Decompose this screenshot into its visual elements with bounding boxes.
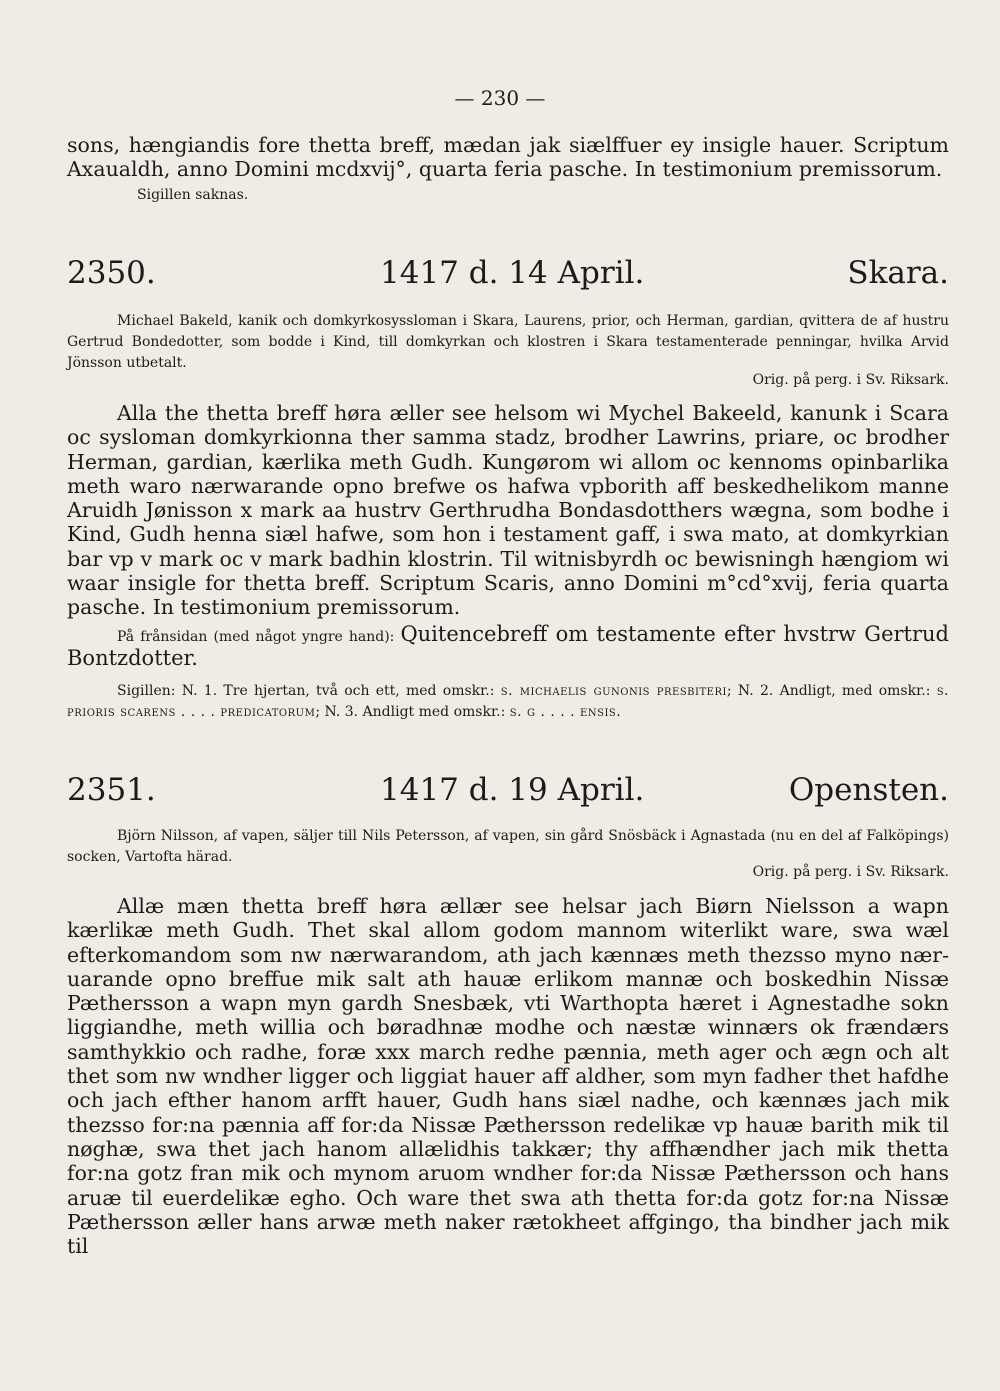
entry-heading (67, 772, 949, 812)
entry-place: Skara. (847, 255, 949, 291)
seal-legend: s. g . . . . ensis. (509, 704, 622, 720)
entry-number: 2350. (67, 255, 156, 291)
entry-heading (67, 255, 949, 295)
entry-summary: Michael Bakeld, kanik och domkyrkosyssloman i Skara, Laurens, prior, och Herman, gardian, qvittera de af hustru Gertrud Bondedotter, som bodde i Kind, till domkyrkan och klostren i Skara testamenterade penningar, hvilka Arvid Jönsson utbetalt. (67, 313, 949, 371)
entry-source: Orig. på perg. i Sv. Riksark. (752, 864, 949, 880)
entry-date: 1417 d. 19 April. (380, 772, 645, 808)
entry-summary: Björn Nilsson, af vapen, säljer till Nils Petersson, af vapen, sin gård Snösbäck i Agnastada (nu en del af Falköpings) socken, Vartofta härad. (67, 828, 949, 865)
page-number: — 230 — (454, 86, 546, 110)
entry-date: 1417 d. 14 April. (380, 255, 645, 291)
seal-legend: s. michaelis gunonis presbiteri (500, 683, 727, 699)
entry-dorsal-note (67, 624, 949, 672)
seals-mid: ; N. 2. Andligt, med omskr.: (726, 683, 931, 699)
dorsal-label: På frånsidan (med något yngre hand): (117, 629, 395, 645)
entry-text: Alla the thetta breff høra æller see helsom wi Mychel Bakeeld, kanunk i Scara oc sysloman domkyrkionna ther samma stadz, brodher Lawrins, priare, oc brodher Herman, gardian, kærlika meth Gudh. Kungørom wi allom oc kennoms opinbarlika meth waro nærwarande opno brefwe os hafwa vpborith aff beskedhelikom manne Aruidh Jønisson x mark aa hustrv Gerthrudha Bondasdotthers wægna, som bodhe i Kind, Gudh henna siæl hafwe, som hon i testament gaff, i swa mato, at domkyrkian bar vp v mark oc v mark badhin klostrin. Til witnisbyrdh oc bewisningh hængiom wi waar insigle for thetta breff. Scriptum Scaris, anno Domini m°cd°xvij, feria quarta pasche. In testimonium premissorum. (67, 401, 949, 620)
entry-seals (67, 681, 949, 723)
entry-number: 2351. (67, 772, 156, 808)
entry-place: Opensten. (788, 772, 949, 808)
carryover-text: sons, hængiandis fore thetta breff, mædan jak siælffuer ey insigle hauer. Scriptum Axaualdh, anno Domini mcdxvij°, quarta feria pasche. In testimonium premissorum. (67, 133, 949, 182)
seals-intro: Sigillen: N. 1. Tre hjertan, två och ett, med omskr.: (117, 683, 495, 699)
seals-mid: ; N. 3. Andligt med omskr.: (315, 704, 506, 720)
dorsal-text: Quitencebreff om testamente efter hvstrw Gertrud Bontzdotter. (67, 622, 949, 670)
entry-text: Allæ mæn thetta breff høra ællær see helsar jach Biørn Nielsson a wapn kærlikæ meth Gudh. Thet skal allom godom mannom witerlikt ware, swa wæl efterkomandom som nw nærwarandom, ath jach kænnæs meth thezsso myno nær-uarande opno breffue mik salt ath hauæ erlikom mannæ och boskedhin Nissæ Pæthersson a wapn myn gardh Snesbæk, vti Warthopta hæret i Agnestadhe sokn liggiandhe, meth willia och børadhnæ modhe och næstæ winnærs ok frændærs samthykkio och radhe, foræ xxx march redhe pænnia, meth ager och ægn och alt thet som nw wndher ligger och liggiat hauer aff aldher, som myn fadher thet hafdhe och jach efther hanom arfft hauer, Gudh hans siæl nadhe, och kænnæs jach mik thezsso for:na pænnia aff for:da Nissæ Pæthersson redelikæ vp hauæ barith mik til nøghæ, swa thet jach hanom allælidhis takkær; thy affhændher jach mik thetta for:na gotz fran mik och mynom aruom wndher for:da Nissæ Pæthersson och hans aruæ til euerdelikæ egho. Och ware thet swa ath thetta for:da gotz for:na Nissæ Pæthersson æller hans arwæ meth naker rætokheet affgingo, tha bindher jach mik til (67, 894, 949, 1259)
carryover-seal-note: Sigillen saknas. (137, 187, 249, 203)
entry-source: Orig. på perg. i Sv. Riksark. (752, 372, 949, 388)
seal-legend: s. prioris scarens . . . . predicatorum (67, 683, 949, 720)
